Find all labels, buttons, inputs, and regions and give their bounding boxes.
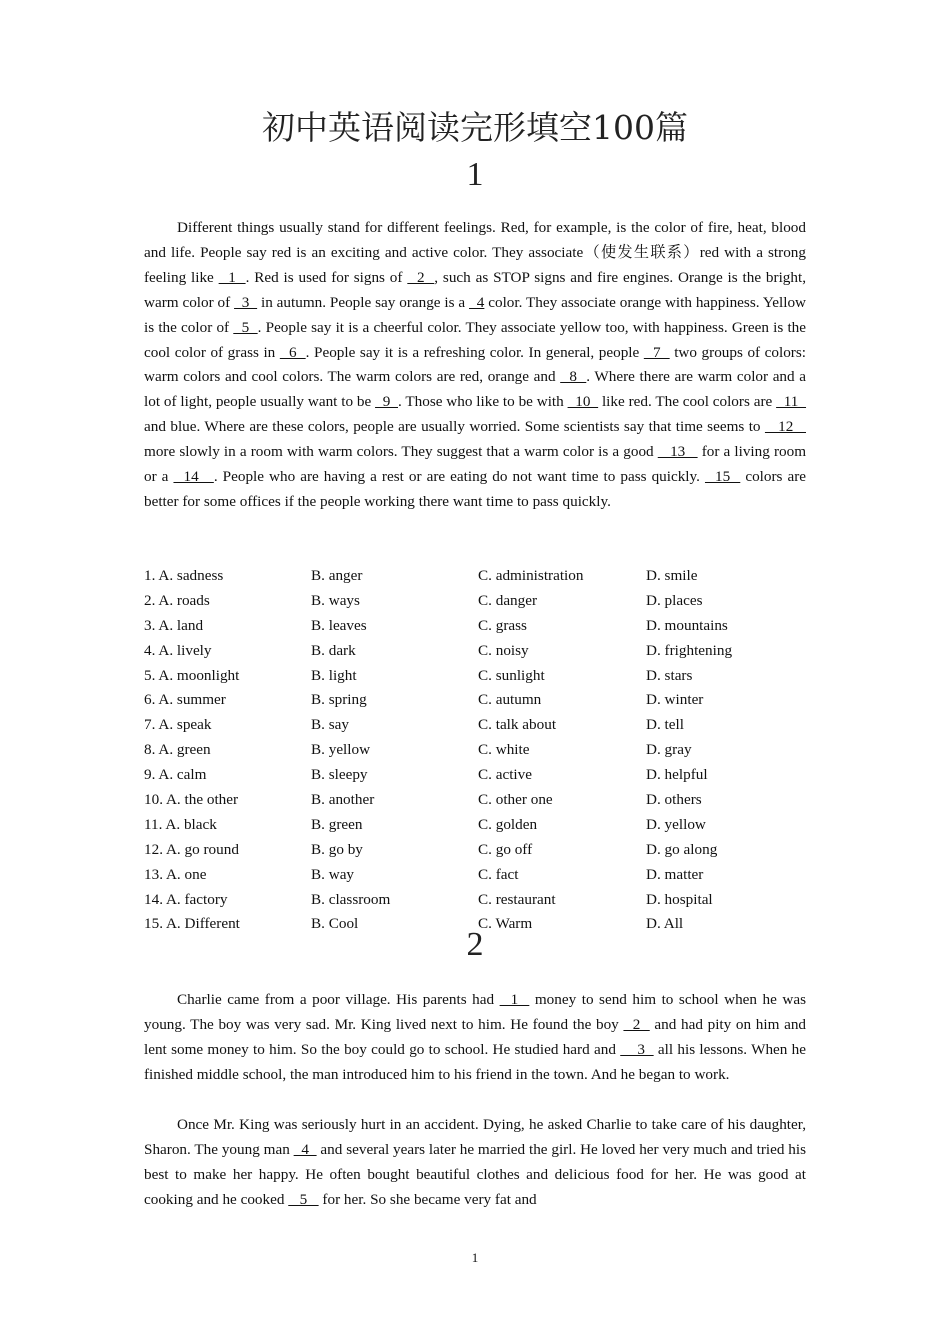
passage-text: Once Mr. King was seriously hurt in an accident. Dying, he asked Charlie to take care of his daughter, Sharon. The young man (144, 1116, 806, 1158)
blank-5: 5 (288, 1190, 319, 1208)
option-11-C: C. golden (478, 815, 538, 833)
option-13-D: D. matter (646, 865, 704, 883)
passage-text: . People say it is a refreshing color. In general, people (305, 343, 644, 361)
passage-text: two groups of colors: warm colors and cool colors. The warm colors are red, orange and (144, 343, 806, 386)
blank-1: 1 (218, 268, 246, 286)
blank-15: 15 (704, 468, 741, 486)
passage-text: . People who are having a rest or are eating do not want time to pass quickly. (213, 468, 705, 486)
option-15-C: C. Warm (478, 915, 533, 933)
passage-text: and had pity on him and lent some money to him. So the boy could go to school. He studied hard and (144, 1015, 807, 1058)
option-8-A: 8. A. green (144, 741, 211, 759)
option-7-B: B. say (311, 716, 349, 734)
option-15-A: 15. A. Different (144, 915, 240, 933)
page-number: 1 (471, 1250, 479, 1265)
section-2-paragraph-1 (144, 988, 806, 1088)
option-8-C: C. white (478, 741, 530, 759)
option-12-D: D. go along (646, 840, 718, 858)
option-15-B: B. Cool (311, 915, 359, 933)
option-5-D: D. stars (646, 666, 693, 684)
blank-9: 9 (375, 393, 398, 411)
passage-text: more slowly in a room with warm colors. They suggest that a warm color is a good (144, 443, 658, 461)
blank-7: 7 (643, 343, 670, 361)
option-5-C: C. sunlight (478, 666, 545, 684)
blank-6: 6 (279, 343, 306, 361)
passage-text: color. They associate orange with happiness. Yellow is the color of (144, 293, 807, 336)
option-8-B: B. yellow (311, 741, 371, 759)
option-row (144, 713, 806, 738)
option-10-C: C. other one (478, 791, 553, 809)
option-6-D: D. winter (646, 691, 704, 709)
option-6-C: C. autumn (478, 691, 542, 709)
option-3-D: D. mountains (646, 616, 728, 634)
blank-13: 13 (657, 443, 698, 461)
option-row (144, 813, 806, 838)
blank-14: 14 (173, 468, 214, 486)
option-14-B: B. classroom (311, 890, 391, 908)
blank-3: 3 (620, 1040, 654, 1058)
option-2-A: 2. A. roads (144, 591, 210, 609)
option-5-A: 5. A. moonlight (144, 666, 240, 684)
blank-1: 1 (499, 991, 530, 1008)
option-3-A: 3. A. land (144, 616, 204, 634)
passage-text: money to send him to school when he was young. The boy was very sad. Mr. King lived next to him. He found the boy (144, 991, 807, 1033)
option-7-D: D. tell (646, 716, 684, 734)
blank-8: 8 (560, 368, 587, 386)
option-14-D: D. hospital (646, 890, 713, 908)
blank-11: 11 (776, 393, 807, 411)
option-9-C: C. active (478, 766, 532, 784)
page-title: 初中英语阅读完形填空100篇 (262, 108, 688, 147)
option-14-A: 14. A. factory (144, 890, 228, 908)
passage-text: and several years later he married the girl. He loved her very much and tried his best to make her happy. He often bought beautiful clothes and delicious food for her. He was good at cooking and he cooked (144, 1140, 807, 1208)
option-4-C: C. noisy (478, 641, 529, 659)
option-5-B: B. light (311, 666, 357, 684)
passage-text: all his lessons. When he finished middle school, the man introduced him to his friend in the town. And he began to work. (144, 1040, 807, 1083)
option-4-D: D. frightening (646, 641, 733, 659)
option-7-A: 7. A. speak (144, 716, 212, 734)
passage-text: . Where there are warm color and a lot of light, people usually want to be (144, 368, 806, 411)
blank-4: 4 (293, 1140, 317, 1158)
option-2-B: B. ways (311, 591, 360, 609)
option-11-B: B. green (311, 815, 363, 833)
option-12-A: 12. A. go round (144, 840, 239, 858)
option-3-C: C. grass (478, 616, 527, 634)
passage-text: in autumn. People say orange is a (257, 293, 470, 311)
option-13-A: 13. A. one (144, 865, 207, 883)
option-15-D: D. All (646, 915, 684, 933)
passage-text: like red. The cool colors are (598, 393, 777, 411)
option-1-B: B. anger (311, 567, 363, 584)
option-row (144, 738, 806, 763)
option-row (144, 838, 806, 863)
option-2-C: C. danger (478, 591, 538, 609)
passage-text: Charlie came from a poor village. His parents had (177, 991, 500, 1008)
option-6-B: B. spring (311, 691, 367, 709)
blank-3: 3 (234, 293, 258, 311)
section-2-number: 2 (466, 926, 484, 963)
option-2-D: D. places (646, 591, 703, 609)
passage-text: and blue. Where are these colors, people are usually worried. Some scientists say that time seems to (144, 418, 765, 436)
option-row (144, 788, 806, 813)
blank-2: 2 (623, 1015, 650, 1033)
option-1-D: D. smile (646, 567, 698, 584)
option-1-C: C. administration (478, 567, 584, 584)
option-13-B: B. way (311, 865, 355, 883)
option-11-A: 11. A. black (144, 815, 217, 833)
option-9-A: 9. A. calm (144, 766, 207, 784)
option-4-A: 4. A. lively (144, 641, 212, 659)
option-row (144, 863, 806, 888)
option-1-A: 1. A. sadness (144, 567, 224, 584)
option-12-B: B. go by (311, 840, 363, 858)
option-9-B: B. sleepy (311, 766, 368, 784)
option-10-B: B. another (311, 791, 375, 809)
blank-12: 12 (764, 418, 806, 436)
option-10-D: D. others (646, 791, 702, 809)
passage-text: for her. So she became very fat and (318, 1190, 537, 1208)
passage-text: . Those who like to be with (398, 393, 568, 411)
option-4-B: B. dark (311, 641, 356, 659)
option-row (144, 763, 806, 788)
blank-10: 10 (567, 393, 599, 411)
option-8-D: D. gray (646, 741, 692, 759)
blank-4: 4 (469, 293, 485, 311)
option-11-D: D. yellow (646, 815, 706, 833)
passage-text: for a living room or a (144, 443, 807, 486)
passage-text: Different things usually stand for different feelings. Red, for example, is the color of fire, heat, blood and life. People say red is an exciting and active color. They associate（使发生联系）red with a strong feeling like (144, 219, 806, 286)
option-7-C: C. talk about (478, 716, 557, 734)
option-row (144, 639, 806, 664)
blank-2: 2 (407, 268, 435, 286)
option-row (144, 614, 806, 639)
option-9-D: D. helpful (646, 766, 708, 784)
section-1-number: 1 (466, 156, 484, 193)
option-row (144, 664, 806, 689)
blank-5: 5 (233, 318, 258, 336)
option-13-C: C. fact (478, 865, 519, 883)
section-1-passage (144, 216, 806, 515)
option-row (144, 688, 806, 713)
option-row (144, 888, 806, 913)
option-14-C: C. restaurant (478, 890, 556, 908)
option-3-B: B. leaves (311, 616, 367, 634)
passage-text: . Red is used for signs of (245, 268, 408, 286)
passage-text: . People say it is a cheerful color. They associate yellow too, with happiness. Green is the cool color of grass in (144, 318, 806, 361)
option-row (144, 564, 806, 589)
option-6-A: 6. A. summer (144, 691, 226, 709)
option-12-C: C. go off (478, 840, 533, 858)
passage-text: , such as STOP signs and fire engines. Orange is the bright, warm color of (144, 268, 807, 311)
section-2-paragraph-2 (144, 1113, 806, 1213)
option-10-A: 10. A. the other (144, 791, 239, 809)
section-1-options (144, 564, 806, 937)
option-row (144, 589, 806, 614)
passage-text: colors are better for some offices if the people working there want time to pass quickly. (144, 468, 807, 510)
